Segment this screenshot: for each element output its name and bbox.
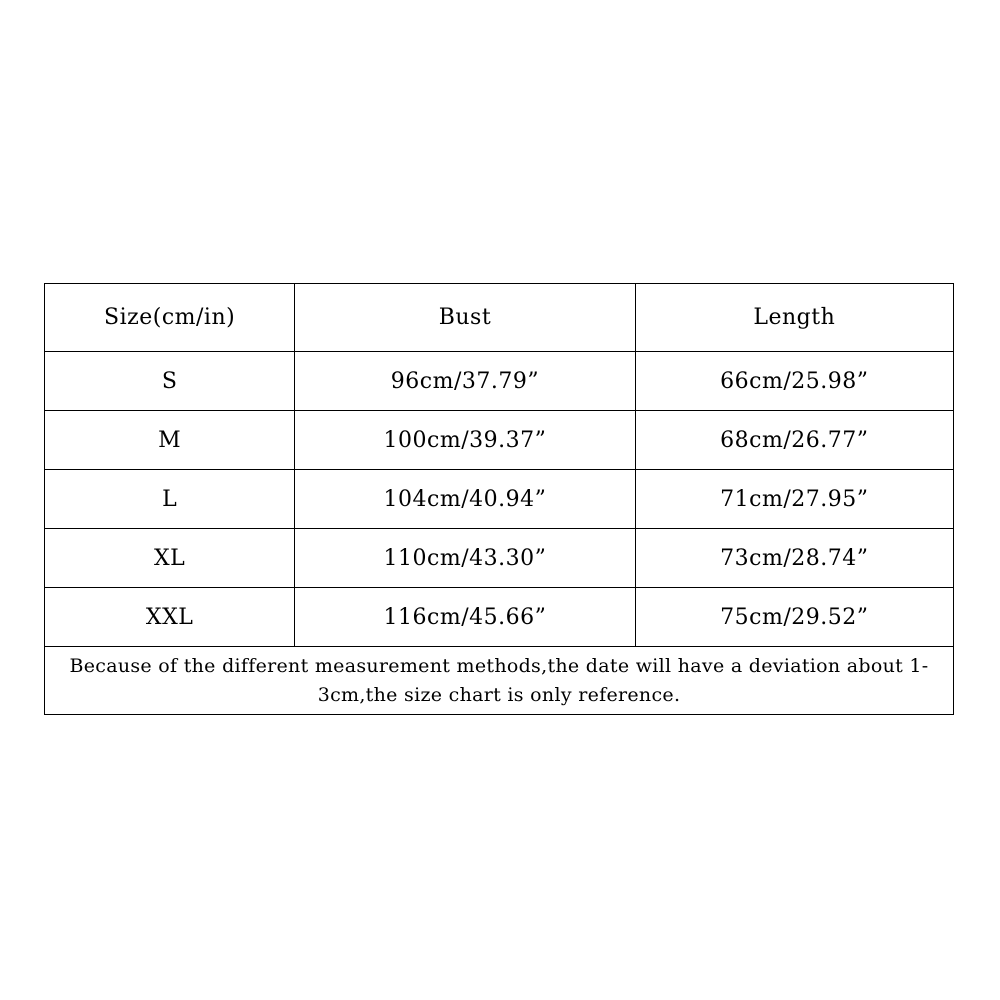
- cell-length: 71cm/27.95”: [635, 470, 953, 529]
- cell-bust: 110cm/43.30”: [295, 529, 635, 588]
- cell-bust: 100cm/39.37”: [295, 411, 635, 470]
- table-note-row: [45, 647, 954, 715]
- header-length: Length: [635, 284, 953, 352]
- table-row: [45, 352, 954, 411]
- cell-length: 66cm/25.98”: [635, 352, 953, 411]
- cell-bust: 96cm/37.79”: [295, 352, 635, 411]
- table-header-row: [45, 284, 954, 352]
- cell-bust: 116cm/45.66”: [295, 588, 635, 647]
- cell-size: XL: [45, 529, 295, 588]
- cell-size: XXL: [45, 588, 295, 647]
- cell-length: 73cm/28.74”: [635, 529, 953, 588]
- table-row: [45, 529, 954, 588]
- header-bust: Bust: [295, 284, 635, 352]
- header-size: Size(cm/in): [45, 284, 295, 352]
- cell-size: L: [45, 470, 295, 529]
- measurement-note: Because of the different measurement methods,the date will have a deviation about 1-3cm,the size chart is only reference.: [45, 647, 954, 715]
- cell-length: 75cm/29.52”: [635, 588, 953, 647]
- cell-size: S: [45, 352, 295, 411]
- cell-size: M: [45, 411, 295, 470]
- table-row: [45, 470, 954, 529]
- cell-bust: 104cm/40.94”: [295, 470, 635, 529]
- size-chart-table: [44, 283, 954, 715]
- table-row: [45, 411, 954, 470]
- cell-length: 68cm/26.77”: [635, 411, 953, 470]
- table-row: [45, 588, 954, 647]
